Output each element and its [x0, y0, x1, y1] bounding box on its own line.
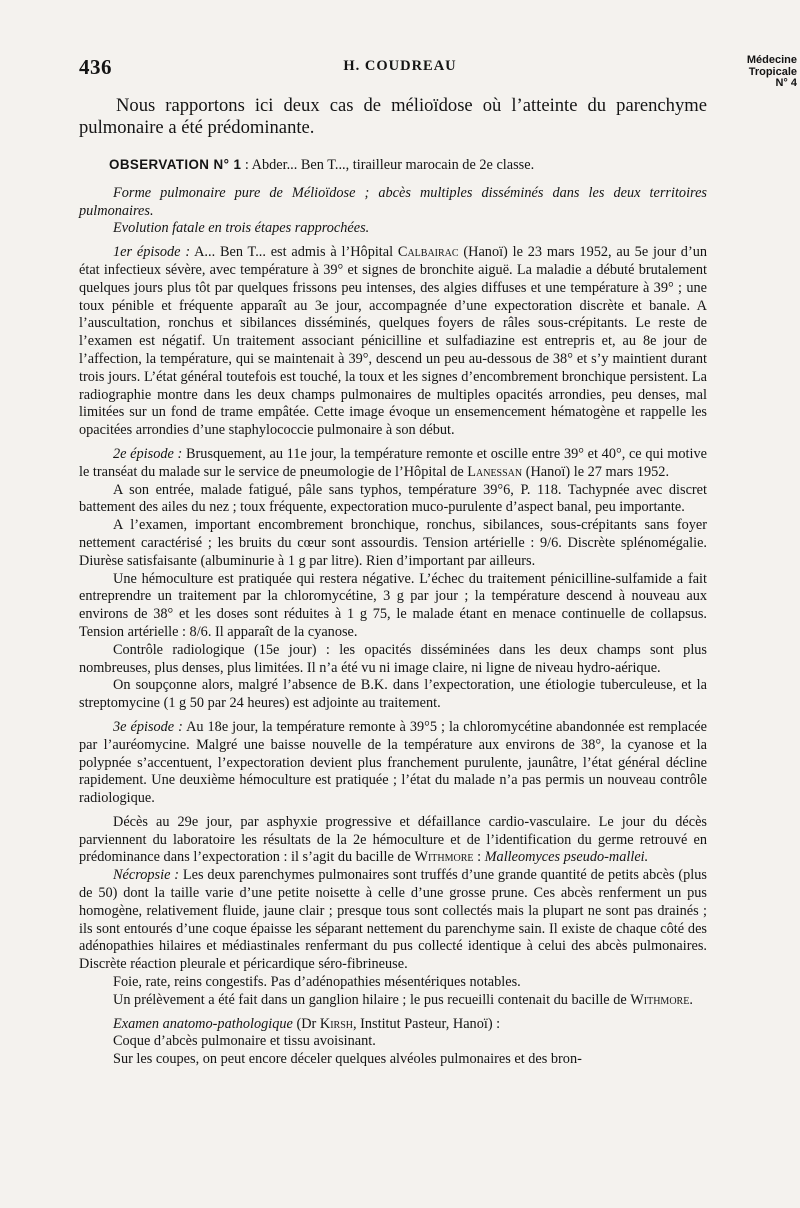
death-text-a: Décès au 29e jour, par asphyxie progressive et défaillance cardio-vasculaire. Le jour du décès parviennent du laboratoire les résultats de la 2e hémoculture et de l’identification du germe retrouvé en prédominance dans l’expectoration : il s’agit du bacille de [79, 813, 707, 866]
episode-1-paragraph [79, 244, 707, 440]
sample-text-a: Un prélèvement a été fait dans un ganglion hilaire ; le pus recueilli contenait du bacille de [113, 991, 631, 1008]
journal-name-line-1: Médecine [746, 54, 797, 66]
sections-paragraph: Sur les coupes, on peut encore déceler quelques alvéoles pulmonaires et des bron- [113, 1051, 582, 1068]
organs-paragraph: Foie, rate, reins congestifs. Pas d’adénopathies mésentériques notables. [113, 974, 521, 991]
episode-2-text-b: (Hanoï) le 27 mars 1952. [522, 463, 670, 480]
episode-3-paragraph [79, 719, 707, 808]
episode-3-label: 3e épisode : [113, 718, 183, 735]
journal-issue: N° 4 [775, 77, 797, 89]
observation-label: OBSERVATION N° 1 [109, 157, 242, 172]
hospital-name: Calbairac [397, 244, 459, 261]
intro-paragraph: Nous rapportons ici deux cas de mélioïdose où l’atteinte du parenchyme pulmonaire a été prédominante. [79, 95, 707, 138]
episode-1-text-a: A... Ben T... est admis à l’Hôpital [190, 244, 398, 261]
observation-heading [79, 156, 707, 175]
anapath-label: Examen anatomo-pathologique [113, 1015, 293, 1032]
suspicion-paragraph: On soupçonne alors, malgré l’absence de B.K. dans l’expectoration, une étiologie tuberculeuse, et la streptomycine (1 g 50 par 24 heures) est adjointe au traitement. [79, 677, 707, 712]
episode-1-label: 1er épisode : [113, 244, 191, 261]
bacillus-name: Withmore [414, 849, 474, 866]
episode-3-text: Au 18e jour, la température remonte à 39°5 ; la chloromycétine abandonnée est remplacée par l’auréomycine. Malgré une baisse nouvelle de la température aux environs de 38°, la cyanose et la polypnée s’accentuent, l’expectoration devient plus franchement purulente, jaunâtre, l’état général décline rapidement. Une deuxième hémoculture est pratiquée ; l’état du malade n’a pas permis un nouveau contrôle radiologique. [79, 718, 707, 807]
observation-subject: : Abder... Ben T..., tirailleur marocain de 2e classe. [241, 157, 535, 173]
species-name: Malleomyces pseudo-mallei. [484, 849, 649, 866]
anapath-text-b: , Institut Pasteur, Hanoï) : [352, 1015, 501, 1032]
hemoculture-paragraph: Une hémoculture est pratiquée qui restera négative. L’échec du traitement pénicilline-sulfamide a fait entreprendre un traitement par la chloromycétine, 3 g par jour ; la température descend à nouveau aux environs de 38° et les doses sont réduites à 1 g 75, le malade étant en menace continuelle de collapsus. Tension artérielle : 8/6. Il apparaît de la cyanose. [79, 570, 707, 640]
death-text-b: : [473, 849, 485, 866]
episode-2-label: 2e épisode : [113, 445, 183, 462]
sample-paragraph [79, 992, 707, 1010]
necropsy-label: Nécropsie : [113, 867, 180, 884]
radiology-paragraph: Contrôle radiologique (15e jour) : les opacités disséminées dans les deux champs sont plus nombreuses, plus denses, plus limitées. Il n’a été vu ni image claire, ni ligne de niveau hydro-aérique. [79, 641, 707, 676]
running-head: H. COUDREAU [343, 58, 457, 74]
anapath-heading [79, 1016, 707, 1034]
episode-2-text-a: Brusquement, au 11e jour, la température remonte et oscille entre 39° et 40°, ce qui motive le transéat du malade sur le service de pneumologie de l’Hôpital de [79, 445, 707, 480]
anapath-text-a: (Dr [292, 1015, 320, 1032]
entry-paragraph: A son entrée, malade fatigué, pâle sans typhos, température 39°6, P. 118. Tachypnée avec discret battement des ailes du nez ; toux fréquente, expectoration muco-purulente d’aspect banal, peu importante. [79, 481, 707, 516]
abscess-wall-paragraph: Coque d’abcès pulmonaire et tissu avoisinant. [113, 1033, 376, 1050]
episode-1-text-b: (Hanoï) le 23 mars 1952, au 5e jour d’un état infectieux sévère, avec température à 39° et signes de bronchite aiguë. La maladie a débuté brutalement quelques jours plus tôt par quelques frissons peu intenses, des algies diffuses et une température à 39° ; une toux pénible et fréquente apparaît au 3e jour, accompagnée d’une expectoration discrète et banale. A l’auscultation, ronchus et sibilances disséminés, quelques foyers de râles sous-crépitants. Le reste de l’examen est négatif. Un traitement associant pénicilline et sulfadiazine est entrepris et, au 8e jour de l’affection, la température, qui se maintenait à 39°, descend un peu au-dessous de 38° et s’y maintient durant trois jours. L’état général toutefois est touché, la toux et les signes d’encombrement bronchique persistent. La radiographie montre dans les deux champs pulmonaires de multiples opacités arrondies, peu denses, mal limitées sur un fond de trame empâtée. Cette image évoque un ensemencement hématogène et rappelle les opacitées arrondies d’une staphylococcie pulmonaire à son début. [79, 244, 708, 439]
sample-text-b: . [689, 991, 693, 1008]
necropsy-paragraph [79, 867, 707, 974]
death-paragraph [79, 814, 707, 867]
hospital-name: Lanessan [467, 463, 523, 480]
bacillus-name: Withmore [630, 991, 690, 1008]
necropsy-text: Les deux parenchymes pulmonaires sont truffés d’une grande quantité de petits abcès (plus de 50) dont la taille varie d’une petite noisette à celle d’une grosse prune. Ces abcès renferment un pus homogène, relativement fluide, jaune clair ; presque tous sont collectés mais la plupart ne sont pas drainés ; ils sont entourés d’une coque épaisse les séparant nettement du parenchyme sain. Il existe de chaque côté des adénopathies hilaires et médiastinales renfermant du pus collecté identique à celui des abcès pulmonaires. Discrète réaction pleurale et péricardique séro-fibrineuse. [79, 867, 707, 973]
article-body [79, 95, 707, 1069]
journal-tag [717, 55, 797, 90]
doctor-name: Kirsh [319, 1015, 353, 1032]
page-number: 436 [79, 55, 112, 79]
journal-name-line-2: Tropicale [748, 65, 797, 78]
evolution-line: Evolution fatale en trois étapes rapprochées. [113, 220, 370, 237]
form-line: Forme pulmonaire pure de Mélioïdose ; abcès multiples disséminés dans les deux territoires pulmonaires. [79, 184, 707, 219]
episode-2-paragraph [79, 446, 707, 482]
exam-paragraph: A l’examen, important encombrement bronchique, ronchus, sibilances, sous-crépitants sans foyer nettement caractérisé ; les bruits du cœur sont assourdis. Tension artérielle : 9/6. Discrète splénomégalie. Diurèse satisfaisante (albuminurie à 1 g par litre). Rien d’important par ailleurs. [79, 517, 707, 569]
